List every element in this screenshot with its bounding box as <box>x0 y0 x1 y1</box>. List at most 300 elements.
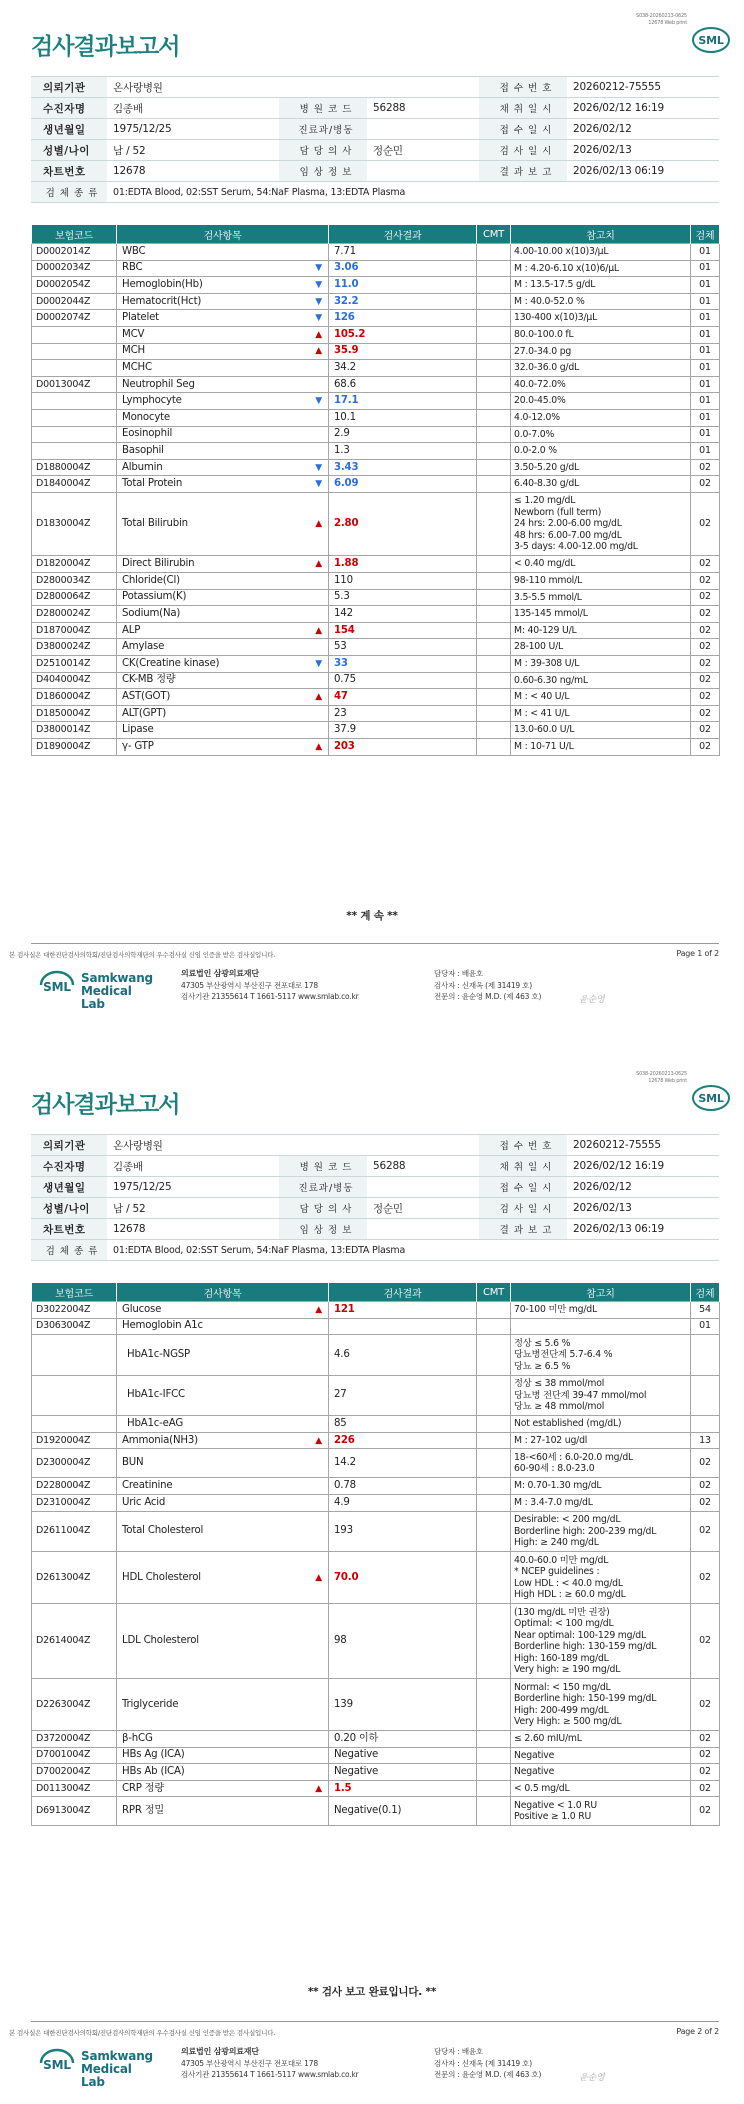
result-value: 34.2 <box>329 360 477 377</box>
specimen-code: 01 <box>691 443 720 460</box>
dob-label: 생년월일 <box>31 1177 107 1198</box>
svg-text:SML: SML <box>698 1092 724 1105</box>
certification-note: 본 검사실은 대한진단검사의학회/진단검사의학재단의 우수검사실 신임 인증을 받은 검사실입니다. <box>9 951 276 959</box>
reference-range: M : 10-71 U/L <box>511 738 691 755</box>
insurance-code: D2613004Z <box>32 1552 117 1604</box>
clinical-label: 임 상 정 보 <box>279 1219 367 1240</box>
report-title: 검사결과보고서 <box>31 1092 180 1118</box>
insurance-code: D3022004Z <box>32 1302 117 1319</box>
insurance-code: D7001004Z <box>32 1747 117 1764</box>
cmt-cell <box>477 459 511 476</box>
sexage-label: 성별/나이 <box>31 1198 107 1219</box>
reference-range: (130 mg/dL 미만 권장) Optimal: < 100 mg/dL Near optimal: 100-129 mg/dL Borderline high: 130-159 mg/dL High: 160-189 mg/dL Very high: ≥ 190 mg/dL <box>511 1604 691 1679</box>
certification-note: 본 검사실은 대한진단검사의학회/진단검사의학재단의 우수검사실 신임 인증을 받은 검사실입니다. <box>9 2029 276 2037</box>
results-table-page-2 <box>31 1282 720 1826</box>
test-name-label: Neutrophil Seg <box>122 378 195 390</box>
result-value: 6.09 <box>329 476 477 493</box>
test-name <box>117 1478 329 1495</box>
result-value: 142 <box>329 606 477 623</box>
cmt-cell <box>477 426 511 443</box>
result-row <box>32 689 720 706</box>
result-row <box>32 260 720 277</box>
test-date-label: 검 사 일 시 <box>479 140 567 161</box>
result-value: 14.2 <box>329 1449 477 1478</box>
cmt-cell <box>477 409 511 426</box>
reference-range: 40.0-72.0% <box>511 376 691 393</box>
specimen-code: 02 <box>691 738 720 755</box>
insurance-code: D3800024Z <box>32 639 117 656</box>
result-value: 11.0 <box>329 277 477 294</box>
test-name <box>117 277 329 294</box>
insurance-code: D1920004Z <box>32 1432 117 1449</box>
specimen-code: 02 <box>691 1679 720 1731</box>
specimen-code: 02 <box>691 639 720 656</box>
insurance-code: D0002054Z <box>32 277 117 294</box>
footer-page-2 <box>9 2021 719 2089</box>
result-row <box>32 459 720 476</box>
hosp-code-value: 56288 <box>367 98 479 119</box>
cmt-cell <box>477 343 511 360</box>
result-value: 0.75 <box>329 672 477 689</box>
cmt-cell <box>477 1302 511 1319</box>
high-flag-icon: ▲ <box>315 1304 322 1315</box>
result-row <box>32 1511 720 1552</box>
sml-logo <box>691 26 731 54</box>
insurance-code: D0002074Z <box>32 310 117 327</box>
svg-text:SML: SML <box>698 34 724 47</box>
chart-value: 12678 <box>107 1219 279 1240</box>
lab-name-line1: Samkwang <box>81 971 153 985</box>
doctor-label: 담 당 의 사 <box>279 140 367 161</box>
result-row <box>32 393 720 410</box>
lab-address: 47305 부산광역시 부산진구 전포대로 178 <box>181 2058 318 2068</box>
specimen-code: 54 <box>691 1302 720 1319</box>
specimen-code <box>691 1375 720 1416</box>
cmt-cell <box>477 277 511 294</box>
specimen-code: 02 <box>691 556 720 573</box>
reference-range: M : 3.4-7.0 mg/dL <box>511 1494 691 1511</box>
test-name-label: MCHC <box>122 361 152 373</box>
hospital-label: 의뢰기관 <box>31 1135 107 1156</box>
clinical-label: 임 상 정 보 <box>279 161 367 182</box>
print-stamp: S038-20260213-0625 12678 Web print <box>636 1071 687 1084</box>
result-row <box>32 1416 720 1433</box>
result-value: Negative <box>329 1747 477 1764</box>
high-flag-icon: ▲ <box>315 519 322 530</box>
test-name <box>117 705 329 722</box>
test-name-label: MCV <box>122 328 145 340</box>
low-flag-icon: ▼ <box>315 479 322 490</box>
reference-range: Negative <box>511 1747 691 1764</box>
specimen-code: 02 <box>691 1780 720 1797</box>
chart-value: 12678 <box>107 161 279 182</box>
result-row <box>32 492 720 556</box>
cmt-cell <box>477 1432 511 1449</box>
cmt-cell <box>477 1552 511 1604</box>
specimen-code: 02 <box>691 1731 720 1748</box>
foundation-name: 의료법인 삼광의료재단 <box>181 2047 259 2056</box>
lab-name-line2: Medical Lab <box>81 984 132 1011</box>
col-specimen: 검체 <box>691 1283 720 1302</box>
col-cmt: CMT <box>477 225 511 244</box>
cmt-cell <box>477 310 511 327</box>
high-flag-icon: ▲ <box>315 1783 322 1794</box>
insurance-code <box>32 1375 117 1416</box>
test-name-label: Total Bilirubin <box>122 518 188 530</box>
result-value: 23 <box>329 705 477 722</box>
end-note: ** 검사 보고 완료입니다. ** <box>307 1986 437 1998</box>
test-name <box>117 426 329 443</box>
insurance-code <box>32 343 117 360</box>
test-name <box>117 556 329 573</box>
dept-label: 진료과/병동 <box>279 119 367 140</box>
patient-info-table <box>31 1134 719 1261</box>
result-value: 1.88 <box>329 556 477 573</box>
patient-value: 김종배 <box>107 1156 279 1177</box>
test-name-label: HbA1c-NGSP <box>127 1348 190 1360</box>
staff-manager: 담당자 : 배윤호 <box>434 2047 483 2056</box>
specimen-code <box>691 1416 720 1433</box>
lab-name-line2: Medical Lab <box>81 2062 132 2089</box>
result-value: 2.9 <box>329 426 477 443</box>
test-name <box>117 260 329 277</box>
sexage-value: 남 / 52 <box>107 140 279 161</box>
col-test-item: 검사항목 <box>117 225 329 244</box>
lab-address-block <box>181 968 358 1003</box>
test-name-label: HBs Ab (ICA) <box>122 1766 185 1778</box>
test-name-label: Monocyte <box>122 411 171 423</box>
insurance-code: D4040004Z <box>32 672 117 689</box>
result-value: 17.1 <box>329 393 477 410</box>
result-row <box>32 722 720 739</box>
reference-range: 3.5-5.5 mmol/L <box>511 589 691 606</box>
specimen-code: 01 <box>691 260 720 277</box>
result-value: 126 <box>329 310 477 327</box>
test-name <box>117 1780 329 1797</box>
reference-range: M : 13.5-17.5 g/dL <box>511 277 691 294</box>
dob-value: 1975/12/25 <box>107 1177 279 1198</box>
test-name <box>117 738 329 755</box>
test-name <box>117 1416 329 1433</box>
result-row <box>32 573 720 590</box>
staff-manager: 담당자 : 배윤호 <box>434 969 483 978</box>
cmt-cell <box>477 1318 511 1335</box>
results-table-page-1 <box>31 224 720 756</box>
test-name-label: Sodium(Na) <box>122 607 181 619</box>
reference-range: 6.40-8.30 g/dL <box>511 476 691 493</box>
insurance-code: D1890004Z <box>32 738 117 755</box>
test-name <box>117 1679 329 1731</box>
insurance-code: D2800064Z <box>32 589 117 606</box>
result-value: 1.3 <box>329 443 477 460</box>
result-value: 105.2 <box>329 326 477 343</box>
test-name <box>117 1552 329 1604</box>
test-name-label: ALT(GPT) <box>122 707 167 719</box>
test-name-label: γ- GTP <box>122 740 154 752</box>
lab-address-block <box>181 2046 358 2081</box>
reference-range: M: 0.70-1.30 mg/dL <box>511 1478 691 1495</box>
page-number: Page 1 of 2 <box>676 949 719 958</box>
dob-label: 생년월일 <box>31 119 107 140</box>
continue-note: ** 계 속 ** <box>346 910 398 922</box>
reference-range: M : 27-102 ug/dl <box>511 1432 691 1449</box>
test-name-label: RBC <box>122 262 143 274</box>
test-name-label: Eosinophil <box>122 428 173 440</box>
test-name <box>117 476 329 493</box>
result-row <box>32 1679 720 1731</box>
specimen-code: 02 <box>691 459 720 476</box>
result-row <box>32 1432 720 1449</box>
specimen-code: 02 <box>691 622 720 639</box>
insurance-code: D6913004Z <box>32 1797 117 1826</box>
test-name-label: Creatinine <box>122 1480 173 1492</box>
insurance-code <box>32 443 117 460</box>
specimen-value: 01:EDTA Blood, 02:SST Serum, 54:NaF Plasma, 13:EDTA Plasma <box>107 182 719 203</box>
dept-value <box>367 119 479 140</box>
reference-range: Normal: < 150 mg/dL Borderline high: 150-199 mg/dL High: 200-499 mg/dL Very High: ≥ 500 mg/dL <box>511 1679 691 1731</box>
cmt-cell <box>477 1780 511 1797</box>
result-row <box>32 1731 720 1748</box>
report-date-value: 2026/02/13 06:19 <box>567 161 719 182</box>
specimen-code: 02 <box>691 705 720 722</box>
dept-value <box>367 1177 479 1198</box>
reference-range <box>511 1318 691 1335</box>
hosp-code-label: 병 원 코 드 <box>279 98 367 119</box>
cmt-cell <box>477 655 511 672</box>
insurance-code <box>32 426 117 443</box>
reference-range: M: 40-129 U/L <box>511 622 691 639</box>
samkwang-logo <box>37 968 157 1011</box>
lab-contact: 검사기관 21355614 T 1661-5117 www.smlab.co.kr <box>181 2070 359 2079</box>
test-name <box>117 1432 329 1449</box>
test-name <box>117 1604 329 1679</box>
test-name <box>117 672 329 689</box>
specimen-code: 02 <box>691 1494 720 1511</box>
test-name <box>117 443 329 460</box>
cmt-cell <box>477 573 511 590</box>
dob-value: 1975/12/25 <box>107 119 279 140</box>
specimen-code: 01 <box>691 244 720 261</box>
test-name-label: LDL Cholesterol <box>122 1635 199 1647</box>
low-flag-icon: ▼ <box>315 296 322 307</box>
test-name-label: Albumin <box>122 461 163 473</box>
lab-address: 47305 부산광역시 부산진구 전포대로 178 <box>181 980 318 990</box>
cmt-cell <box>477 1478 511 1495</box>
cmt-cell <box>477 1731 511 1748</box>
specimen-code: 02 <box>691 492 720 556</box>
high-flag-icon: ▲ <box>315 741 322 752</box>
reference-range: 130-400 x(10)3/μL <box>511 310 691 327</box>
test-name <box>117 1494 329 1511</box>
high-flag-icon: ▲ <box>315 1435 322 1446</box>
reference-range: 40.0-60.0 미만 mg/dL * NCEP guidelines : Low HDL : < 40.0 mg/dL High HDL : ≥ 60.0 mg/dL <box>511 1552 691 1604</box>
result-value: 98 <box>329 1604 477 1679</box>
col-reference: 참고치 <box>511 225 691 244</box>
test-name-label: Chloride(Cl) <box>122 574 180 586</box>
clinical-value <box>367 161 479 182</box>
receipt-no-label: 접 수 번 호 <box>479 1135 567 1156</box>
test-name-label: Direct Bilirubin <box>122 558 195 570</box>
cmt-cell <box>477 360 511 377</box>
specimen-code: 02 <box>691 1449 720 1478</box>
report-date-value: 2026/02/13 06:19 <box>567 1219 719 1240</box>
reference-range: Negative < 1.0 RU Positive ≥ 1.0 RU <box>511 1797 691 1826</box>
signature: 윤순영 <box>579 995 605 1005</box>
reference-range: 70-100 미만 mg/dL <box>511 1302 691 1319</box>
result-row <box>32 343 720 360</box>
insurance-code: D3720004Z <box>32 1731 117 1748</box>
doctor-label: 담 당 의 사 <box>279 1198 367 1219</box>
insurance-code: D2310004Z <box>32 1494 117 1511</box>
hospital-label: 의뢰기관 <box>31 77 107 98</box>
test-name-label: AST(GOT) <box>122 690 171 702</box>
high-flag-icon: ▲ <box>315 625 322 636</box>
cmt-cell <box>477 1604 511 1679</box>
specimen-label: 검 체 종 류 <box>31 1240 107 1261</box>
high-flag-icon: ▲ <box>315 329 322 340</box>
low-flag-icon: ▼ <box>315 263 322 274</box>
test-name <box>117 492 329 556</box>
cmt-cell <box>477 639 511 656</box>
test-name <box>117 343 329 360</box>
cmt-cell <box>477 1679 511 1731</box>
cmt-cell <box>477 1511 511 1552</box>
hospital-value: 온사랑병원 <box>107 1135 479 1156</box>
insurance-code: D3063004Z <box>32 1318 117 1335</box>
specimen-code: 01 <box>691 343 720 360</box>
specimen-code: 01 <box>691 326 720 343</box>
test-name <box>117 293 329 310</box>
receipt-no-value: 20260212-75555 <box>567 1135 719 1156</box>
patient-label: 수진자명 <box>31 1156 107 1177</box>
high-flag-icon: ▲ <box>315 691 322 702</box>
result-value: 37.9 <box>329 722 477 739</box>
result-value: 47 <box>329 689 477 706</box>
specimen-code: 02 <box>691 1478 720 1495</box>
reference-range: < 0.40 mg/dL <box>511 556 691 573</box>
test-name-label: HBs Ag (ICA) <box>122 1749 185 1761</box>
insurance-code: D2614004Z <box>32 1604 117 1679</box>
test-name <box>117 622 329 639</box>
insurance-code: D2280004Z <box>32 1478 117 1495</box>
patient-value: 김종배 <box>107 98 279 119</box>
specimen-code: 02 <box>691 1797 720 1826</box>
reference-range: 0.0-7.0% <box>511 426 691 443</box>
insurance-code: D0002014Z <box>32 244 117 261</box>
result-value: 27 <box>329 1375 477 1416</box>
test-name-label: CK-MB 정량 <box>122 674 176 686</box>
test-name-label: Hematocrit(Hct) <box>122 295 202 307</box>
result-row <box>32 738 720 755</box>
specimen-code: 02 <box>691 1604 720 1679</box>
insurance-code: D2263004Z <box>32 1679 117 1731</box>
result-row <box>32 1478 720 1495</box>
result-row <box>32 1797 720 1826</box>
test-name <box>117 573 329 590</box>
test-name <box>117 1731 329 1748</box>
test-name-label: BUN <box>122 1457 144 1469</box>
test-name-label: ALP <box>122 624 141 636</box>
result-row <box>32 606 720 623</box>
col-cmt: CMT <box>477 1283 511 1302</box>
result-value: 1.5 <box>329 1780 477 1797</box>
test-name <box>117 1335 329 1376</box>
test-name-label: Hemoglobin(Hb) <box>122 278 203 290</box>
insurance-code <box>32 409 117 426</box>
result-value: 53 <box>329 639 477 656</box>
report-page-2 <box>0 1058 744 2104</box>
report-date-label: 결 과 보 고 <box>479 1219 567 1240</box>
test-name <box>117 1318 329 1335</box>
test-name-label: Uric Acid <box>122 1496 166 1508</box>
test-name <box>117 1375 329 1416</box>
cmt-cell <box>477 1449 511 1478</box>
result-value: 193 <box>329 1511 477 1552</box>
test-name-label: RPR 정밀 <box>122 1805 165 1817</box>
col-insurance-code: 보험코드 <box>32 1283 117 1302</box>
result-row <box>32 556 720 573</box>
test-name-label: Total Protein <box>122 478 183 490</box>
cmt-cell <box>477 443 511 460</box>
test-date-value: 2026/02/13 <box>567 1198 719 1219</box>
result-value: 7.71 <box>329 244 477 261</box>
reference-range: 13.0-60.0 U/L <box>511 722 691 739</box>
staff-tester: 검사자 : 신재옥 (제 31419 호) <box>434 980 532 990</box>
result-value: 0.20 이하 <box>329 1731 477 1748</box>
result-row <box>32 244 720 261</box>
specimen-code: 01 <box>691 277 720 294</box>
patient-label: 수진자명 <box>31 98 107 119</box>
result-row <box>32 1747 720 1764</box>
low-flag-icon: ▼ <box>315 462 322 473</box>
insurance-code: D1840004Z <box>32 476 117 493</box>
result-value <box>329 1318 477 1335</box>
cmt-cell <box>477 1375 511 1416</box>
page-number: Page 2 of 2 <box>676 2027 719 2036</box>
collect-value: 2026/02/12 16:19 <box>567 1156 719 1177</box>
reference-range: 4.00-10.00 x(10)3/μL <box>511 244 691 261</box>
insurance-code: D3800014Z <box>32 722 117 739</box>
cmt-cell <box>477 672 511 689</box>
result-value: 139 <box>329 1679 477 1731</box>
result-value: 4.6 <box>329 1335 477 1376</box>
cmt-cell <box>477 622 511 639</box>
result-value: 154 <box>329 622 477 639</box>
result-value: 32.2 <box>329 293 477 310</box>
collect-label: 채 취 일 시 <box>479 1156 567 1177</box>
cmt-cell <box>477 556 511 573</box>
specimen-code: 02 <box>691 1764 720 1781</box>
cmt-cell <box>477 393 511 410</box>
staff-specialist: 전문의 : 윤순영 M.D. (제 463 호) <box>434 2070 542 2079</box>
result-row <box>32 1449 720 1478</box>
staff-tester: 검사자 : 신재옥 (제 31419 호) <box>434 2058 532 2068</box>
result-row <box>32 443 720 460</box>
result-row <box>32 277 720 294</box>
collect-value: 2026/02/12 16:19 <box>567 98 719 119</box>
col-specimen: 검체 <box>691 225 720 244</box>
test-name <box>117 589 329 606</box>
cmt-cell <box>477 738 511 755</box>
doctor-value: 정순민 <box>367 140 479 161</box>
specimen-code: 01 <box>691 409 720 426</box>
reference-range: 32.0-36.0 g/dL <box>511 360 691 377</box>
result-row <box>32 1604 720 1679</box>
result-value: 4.9 <box>329 1494 477 1511</box>
high-flag-icon: ▲ <box>315 559 322 570</box>
staff-block <box>434 968 541 1003</box>
test-name <box>117 655 329 672</box>
